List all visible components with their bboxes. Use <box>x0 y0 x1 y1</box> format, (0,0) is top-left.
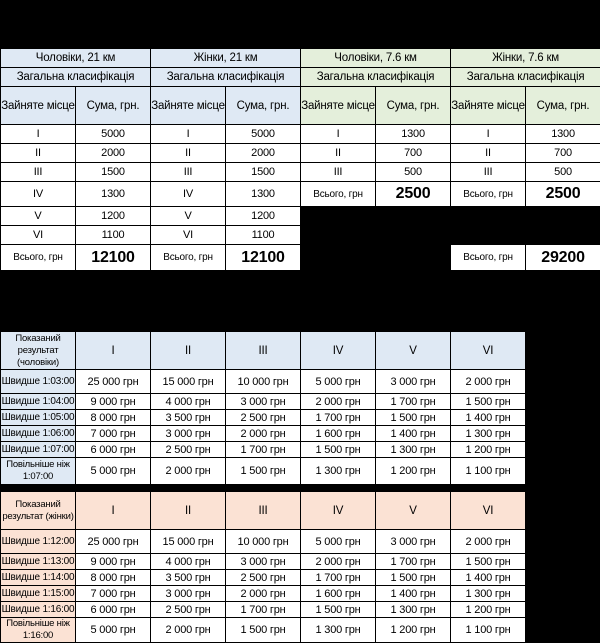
classification-label: Загальна класифікація <box>301 68 451 87</box>
col-sum-header: Сума, грн. <box>76 87 151 125</box>
result-label: Швидше 1:14:00 <box>1 570 76 586</box>
men-bonus-table <box>0 331 526 485</box>
prize-cell: 1 400 грн <box>376 586 451 602</box>
sum-cell: 1300 <box>526 125 600 144</box>
classification-label: Загальна класифікація <box>451 68 600 87</box>
place-cell: I <box>151 125 226 144</box>
prize-cell: 3 000 грн <box>151 586 226 602</box>
blank-area <box>301 226 600 245</box>
place-cell: I <box>451 125 526 144</box>
place-cell: II <box>301 144 376 163</box>
prize-cell: 8 000 грн <box>76 410 151 426</box>
result-label: Повільніше ніж 1:07:00 <box>1 458 76 485</box>
prize-cell: 1 500 грн <box>451 394 526 410</box>
prize-cell: 8 000 грн <box>76 570 151 586</box>
place-header: II <box>151 332 226 370</box>
prize-cell: 1 300 грн <box>376 442 451 458</box>
prize-cell: 5 000 грн <box>76 618 151 643</box>
prize-cell: 2 000 грн <box>301 554 376 570</box>
prize-cell: 2 000 грн <box>226 586 301 602</box>
prize-cell: 10 000 грн <box>226 370 301 394</box>
prize-cell: 1 500 грн <box>301 442 376 458</box>
prize-cell: 9 000 грн <box>76 554 151 570</box>
place-cell: V <box>1 207 76 226</box>
prize-cell: 1 700 грн <box>376 554 451 570</box>
prize-cell: 1 500 грн <box>451 554 526 570</box>
prize-cell: 2 500 грн <box>226 570 301 586</box>
col-sum-header: Сума, грн. <box>376 87 451 125</box>
prize-cell: 1 500 грн <box>226 618 301 643</box>
prize-cell: 5 000 грн <box>301 370 376 394</box>
prize-cell: 2 500 грн <box>151 602 226 618</box>
prize-cell: 1 700 грн <box>226 442 301 458</box>
prize-cell: 1 200 грн <box>376 458 451 485</box>
sum-cell: 1300 <box>226 182 301 207</box>
sum-cell: 700 <box>526 144 600 163</box>
sum-cell: 500 <box>526 163 600 182</box>
result-label: Швидше 1:07:00 <box>1 442 76 458</box>
group-men-7-6: Чоловіки, 7.6 км <box>301 49 451 68</box>
prize-cell: 1 100 грн <box>451 618 526 643</box>
place-cell: VI <box>1 226 76 245</box>
prize-cell: 5 000 грн <box>301 530 376 554</box>
table-row <box>1 586 526 602</box>
place-cell: II <box>1 144 76 163</box>
sum-cell: 1200 <box>76 207 151 226</box>
sum-cell: 5000 <box>226 125 301 144</box>
result-label: Швидше 1:03:00 <box>1 370 76 394</box>
sum-cell: 1300 <box>376 125 451 144</box>
col-sum-header: Сума, грн. <box>526 87 600 125</box>
table-row <box>1 182 600 207</box>
table-row <box>1 370 526 394</box>
prize-cell: 2 000 грн <box>301 394 376 410</box>
result-header: Показаний результат (чоловіки) <box>1 332 76 370</box>
total-label: Всього, грн <box>451 182 526 207</box>
prize-cell: 6 000 грн <box>76 442 151 458</box>
result-label: Швидше 1:12:00 <box>1 530 76 554</box>
place-cell: IV <box>1 182 76 207</box>
prize-cell: 1 200 грн <box>451 602 526 618</box>
total-label: Всього, грн <box>1 245 76 271</box>
prize-cell: 1 700 грн <box>376 394 451 410</box>
place-cell: VI <box>151 226 226 245</box>
prize-cell: 2 000 грн <box>451 370 526 394</box>
result-label: Швидше 1:04:00 <box>1 394 76 410</box>
prize-cell: 5 000 грн <box>76 458 151 485</box>
place-header: I <box>76 492 151 530</box>
place-header: III <box>226 492 301 530</box>
place-header: V <box>376 492 451 530</box>
blank-area <box>301 245 451 271</box>
prize-cell: 3 000 грн <box>226 394 301 410</box>
prize-cell: 2 500 грн <box>226 410 301 426</box>
result-label: Повільніше ніж 1:16:00 <box>1 618 76 643</box>
table-row <box>1 458 526 485</box>
prize-cell: 1 400 грн <box>376 426 451 442</box>
table-row <box>1 207 600 226</box>
table-row <box>1 226 600 245</box>
result-label: Швидше 1:06:00 <box>1 426 76 442</box>
table-row <box>1 618 526 643</box>
sum-cell: 1500 <box>226 163 301 182</box>
prize-cell: 25 000 грн <box>76 370 151 394</box>
total-label: Всього, грн <box>301 182 376 207</box>
sum-cell: 500 <box>376 163 451 182</box>
place-header: IV <box>301 332 376 370</box>
place-cell: III <box>451 163 526 182</box>
place-header: VI <box>451 492 526 530</box>
col-sum-header: Сума, грн. <box>226 87 301 125</box>
prize-cell: 2 000 грн <box>226 426 301 442</box>
grand-total-label: Всього, грн <box>451 245 526 271</box>
prize-cell: 1 700 грн <box>301 410 376 426</box>
table-row <box>1 426 526 442</box>
sum-cell: 1100 <box>76 226 151 245</box>
group-men-21: Чоловіки, 21 км <box>1 49 151 68</box>
prize-cell: 15 000 грн <box>151 530 226 554</box>
place-cell: III <box>151 163 226 182</box>
prize-table <box>0 48 600 271</box>
result-label: Швидше 1:13:00 <box>1 554 76 570</box>
col-place-header: Зайняте місце <box>451 87 526 125</box>
result-label: Швидше 1:16:00 <box>1 602 76 618</box>
prize-cell: 1 500 грн <box>376 570 451 586</box>
prize-cell: 1 500 грн <box>376 410 451 426</box>
blank-area <box>301 207 600 226</box>
place-header: VI <box>451 332 526 370</box>
prize-cell: 3 500 грн <box>151 570 226 586</box>
place-cell: IV <box>151 182 226 207</box>
prize-cell: 10 000 грн <box>226 530 301 554</box>
prize-cell: 6 000 грн <box>76 602 151 618</box>
prize-cell: 9 000 грн <box>76 394 151 410</box>
prize-cell: 2 000 грн <box>451 530 526 554</box>
prize-cell: 3 500 грн <box>151 410 226 426</box>
table-row <box>1 163 600 182</box>
total-men-21: 12100 <box>76 245 151 271</box>
sum-cell: 5000 <box>76 125 151 144</box>
col-place-header: Зайняте місце <box>301 87 376 125</box>
place-header: I <box>76 332 151 370</box>
prize-cell: 25 000 грн <box>76 530 151 554</box>
table-row <box>1 144 600 163</box>
place-cell: II <box>451 144 526 163</box>
prize-cell: 1 700 грн <box>301 570 376 586</box>
prize-cell: 3 000 грн <box>226 554 301 570</box>
prize-cell: 1 400 грн <box>451 570 526 586</box>
prize-cell: 1 100 грн <box>451 458 526 485</box>
table-row <box>1 245 600 271</box>
prize-cell: 1 400 грн <box>451 410 526 426</box>
place-header: V <box>376 332 451 370</box>
total-women-21: 12100 <box>226 245 301 271</box>
prize-cell: 3 000 грн <box>376 370 451 394</box>
prize-cell: 1 600 грн <box>301 426 376 442</box>
table-row <box>1 554 526 570</box>
col-place-header: Зайняте місце <box>151 87 226 125</box>
col-place-header: Зайняте місце <box>1 87 76 125</box>
prize-cell: 1 300 грн <box>376 602 451 618</box>
classification-label: Загальна класифікація <box>1 68 151 87</box>
place-header: II <box>151 492 226 530</box>
sum-cell: 2000 <box>76 144 151 163</box>
prize-cell: 2 000 грн <box>151 618 226 643</box>
prize-cell: 3 000 грн <box>151 426 226 442</box>
total-women-7-6: 2500 <box>526 182 600 207</box>
prize-cell: 1 700 грн <box>226 602 301 618</box>
table-row <box>1 530 526 554</box>
place-cell: I <box>1 125 76 144</box>
prize-cell: 1 500 грн <box>301 602 376 618</box>
prize-cell: 1 200 грн <box>451 442 526 458</box>
classification-label: Загальна класифікація <box>151 68 301 87</box>
group-women-7-6: Жінки, 7.6 км <box>451 49 600 68</box>
table-row <box>1 602 526 618</box>
total-label: Всього, грн <box>151 245 226 271</box>
sum-cell: 1300 <box>76 182 151 207</box>
place-cell: III <box>1 163 76 182</box>
prize-cell: 1 200 грн <box>376 618 451 643</box>
prize-cell: 7 000 грн <box>76 586 151 602</box>
table-row <box>1 442 526 458</box>
prize-cell: 1 300 грн <box>301 458 376 485</box>
prize-cell: 2 000 грн <box>151 458 226 485</box>
place-header: IV <box>301 492 376 530</box>
result-header: Показаний результат (жінки) <box>1 492 76 530</box>
sum-cell: 1100 <box>226 226 301 245</box>
grand-total-value: 29200 <box>526 245 600 271</box>
sum-cell: 1200 <box>226 207 301 226</box>
prize-cell: 7 000 грн <box>76 426 151 442</box>
prize-cell: 1 600 грн <box>301 586 376 602</box>
result-label: Швидше 1:05:00 <box>1 410 76 426</box>
table-row <box>1 394 526 410</box>
result-label: Швидше 1:15:00 <box>1 586 76 602</box>
sum-cell: 700 <box>376 144 451 163</box>
prize-cell: 3 000 грн <box>376 530 451 554</box>
prize-cell: 4 000 грн <box>151 554 226 570</box>
place-header: III <box>226 332 301 370</box>
prize-cell: 2 500 грн <box>151 442 226 458</box>
table-row <box>1 410 526 426</box>
prize-cell: 1 300 грн <box>451 426 526 442</box>
total-men-7-6: 2500 <box>376 182 451 207</box>
prize-cell: 1 300 грн <box>451 586 526 602</box>
group-women-21: Жінки, 21 км <box>151 49 301 68</box>
prize-cell: 1 500 грн <box>226 458 301 485</box>
place-cell: I <box>301 125 376 144</box>
sum-cell: 1500 <box>76 163 151 182</box>
prize-cell: 15 000 грн <box>151 370 226 394</box>
prize-cell: 1 300 грн <box>301 618 376 643</box>
prize-cell: 4 000 грн <box>151 394 226 410</box>
women-bonus-table <box>0 491 526 643</box>
place-cell: II <box>151 144 226 163</box>
table-row <box>1 125 600 144</box>
place-cell: III <box>301 163 376 182</box>
place-cell: V <box>151 207 226 226</box>
table-row <box>1 570 526 586</box>
sum-cell: 2000 <box>226 144 301 163</box>
